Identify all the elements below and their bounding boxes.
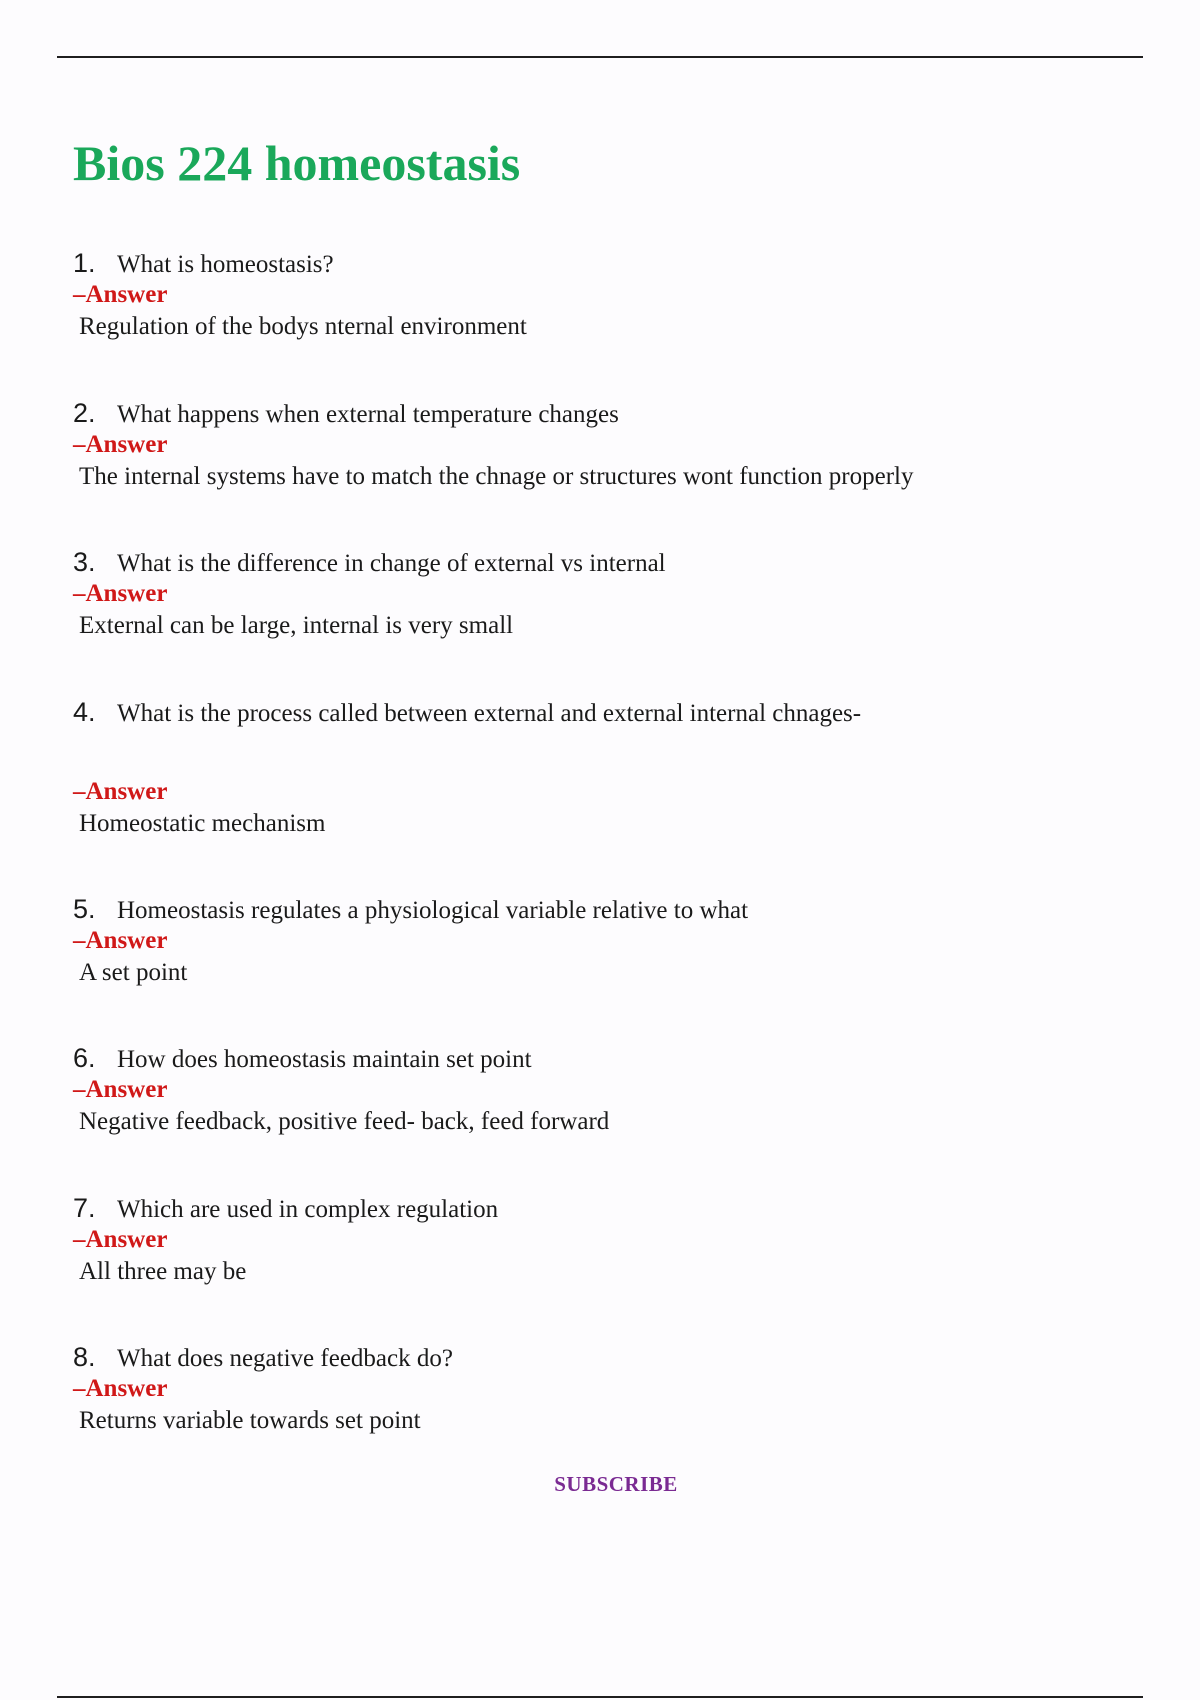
question-text: How does homeostasis maintain set point [117, 1046, 532, 1073]
question-text: What is homeostasis? [117, 251, 334, 278]
question-text: What is the process called between external and external internal chnages- [117, 700, 862, 727]
answer-text: A set point [79, 959, 188, 986]
answer-label: –Answer [73, 778, 168, 805]
question-line [73, 397, 1133, 429]
answer-text: Negative feedback, positive feed- back, feed forward [79, 1108, 610, 1135]
top-divider [57, 56, 1143, 58]
answer-label: –Answer [73, 1076, 168, 1103]
answer-label: –Answer [73, 580, 168, 607]
qa-item-4 [73, 696, 1133, 840]
question-number: 2. [73, 398, 96, 428]
qa-item-5 [73, 893, 1133, 989]
question-text: Which are used in complex regulation [117, 1196, 499, 1223]
question-line [73, 696, 1133, 728]
question-text: What does negative feedback do? [117, 1345, 453, 1372]
question-line [73, 1042, 1133, 1074]
qa-item-3 [73, 546, 1133, 642]
qa-item-1 [73, 247, 1133, 343]
question-number: 8. [73, 1342, 96, 1372]
answer-label: –Answer [73, 1375, 168, 1402]
answer-text: Returns variable towards set point [79, 1407, 421, 1434]
qa-item-2 [73, 397, 1133, 493]
question-line [73, 1341, 1133, 1373]
question-text: What is the difference in change of external vs internal [117, 550, 666, 577]
answer-text: All three may be [79, 1258, 247, 1285]
bottom-divider [57, 1696, 1143, 1698]
answer-text: Regulation of the bodys nternal environment [79, 313, 527, 340]
question-line [73, 546, 1133, 578]
question-text: Homeostasis regulates a physiological variable relative to what [117, 897, 749, 924]
qa-item-7 [73, 1192, 1133, 1288]
question-line [73, 893, 1133, 925]
spacer [73, 728, 1133, 776]
answer-label: –Answer [73, 927, 168, 954]
answer-text: External can be large, internal is very small [79, 612, 514, 639]
question-line [73, 1192, 1133, 1224]
answer-label: –Answer [73, 1226, 168, 1253]
answer-text: Homeostatic mechanism [79, 810, 326, 837]
question-number: 7. [73, 1193, 96, 1223]
answer-text: The internal systems have to match the chnage or structures wont function properly [79, 463, 914, 490]
qa-item-8 [73, 1341, 1133, 1437]
question-text: What happens when external temperature changes [117, 401, 619, 428]
answer-label: –Answer [73, 281, 168, 308]
question-number: 5. [73, 894, 96, 924]
question-number: 1. [73, 248, 96, 278]
document-title: Bios 224 homeostasis [73, 135, 521, 191]
question-line [73, 247, 1133, 279]
question-number: 3. [73, 547, 96, 577]
question-number: 4. [73, 697, 96, 727]
question-number: 6. [73, 1043, 96, 1073]
subscribe-link[interactable]: SUBSCRIBE [554, 1472, 678, 1496]
answer-label: –Answer [73, 431, 168, 458]
qa-item-6 [73, 1042, 1133, 1138]
